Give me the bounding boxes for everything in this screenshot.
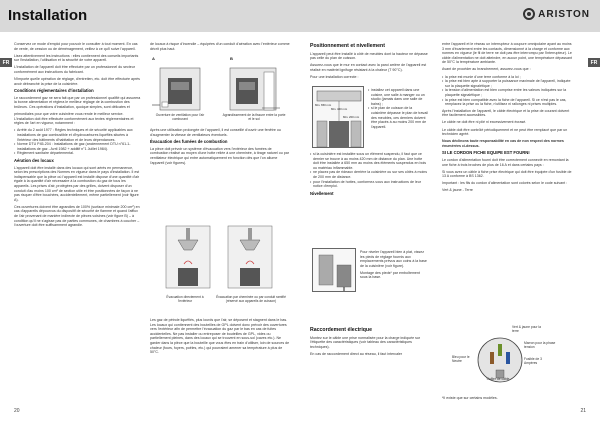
- page-title: Installation: [8, 7, 88, 24]
- dimension-label: Min. 650 mm: [315, 103, 332, 107]
- list-item: • la prise est munie d'une terre conforme à la loi ;: [442, 75, 574, 80]
- list-item: • Norme DTU P45-204 : Installations de gaz (anciennement DTU n°61-1-installations de gaz - Avril 1982 + additif n°1 Juillet 1984).: [14, 142, 142, 151]
- plug-wiring-diagram: [452, 326, 562, 392]
- section-heading: Évacuation des fumées de combustion: [150, 139, 228, 145]
- paragraph: Pour niveler l'appareil bien à plat, vissez les pieds de réglage fournis aux emplacements prévus aux coins à la base de la cuisinière (voir figure).: [360, 250, 427, 268]
- brand-name: ARISTON: [538, 8, 590, 20]
- paragraph: Montez sur le câble une prise normalisée pour la charge indiquée sur l'étiquette des caractéristiques (voir tableau des caractéristiques techniques).: [310, 335, 421, 349]
- column-3-right-list: [368, 88, 428, 131]
- list-item: • Arrêté du 2 août 1977 : Règles techniques et de sécurité applicables aux installations de gaz combustible et d'hydrocarbures liquéfiés situées à l'intérieur des bâtiments d'habitation et de leurs dépendances.: [14, 128, 142, 142]
- exhaust-diagram: [156, 224, 286, 294]
- paragraph: Le raccordement gaz ne sera fait que par un professionnel qualifié qui assurera la bonne alimentation et règlera le meilleur réglage de la combustion des brûleurs. Ces opérations d'installation, quoique simples, sont délicates et: [14, 95, 141, 110]
- paragraph: Lisez attentivement les instructions : elles contiennent des conseils importants sur l'installation, l'utilisation et la sécurité de votre appareil.: [14, 53, 139, 63]
- footnote: *Il existe que sur certains modèles.: [442, 396, 498, 400]
- paragraph: N'importe quelle opération de réglage, d'entretien, etc. doit être effectuée après avoir débranché la prise de la cuisinière.: [14, 77, 140, 86]
- levelling-feet-diagram: [312, 248, 356, 292]
- section-heading: SI LE CORDON FICHE EQUIPE EST FOURNI: [442, 150, 530, 156]
- paragraph: La pièce doit prévoir un système d'évacuation vers l'extérieur des fumées de combustion réalisé au moyen d'une hotte reliée à une cheminée, à tirage naturel ou par ventilateur électrique qui entre automatiquement en fonction dès que l'on allume l'appareil (voir figures).: [150, 146, 289, 165]
- header-bar: [0, 0, 600, 32]
- ventilation-diagram: [150, 62, 290, 118]
- paragraph: Conservez ce mode d'emploi pour pouvoir le consulter à tout moment. En cas de vente, de cession ou de déménagement, veillez à ce qu'il suive l'appareil.: [14, 42, 138, 51]
- paragraph: Pour une installation correcte :: [310, 74, 359, 79]
- paragraph: Important : les fils du cordon d'alimentation sont colorés selon le code suivant :: [442, 181, 568, 186]
- paragraph: Après une utilisation prolongée de l'appareil, il est conseillé d'ouvrir une fenêtre ou d'augmenter la vitesse de ventilateurs éventuels.: [150, 128, 281, 137]
- paragraph: En cas de raccordement direct au réseau, il faut intercaler: [310, 351, 403, 356]
- paragraph: Les gaz de pétrole liquéfiés, plus lourds que l'air, se déposent et stagnent dans le bas. Les locaux qui contiennent des bouteilles de GPL doivent donc prévoir des ouvertures vers l'extérieur afin de permettre l'évacuation du gaz par le bas en cas de fuites accidentelles. Ne pas installer ou entreposer de bouteilles de GPL, vides ou partiellement pleines, dans des locaux qui se trouvent en sous-sol (caves etc.). Ne garder dans la pièce que la bouteille que vous êtes en train d'utiliser, loin de sources de chaleur (fours, foyers, poêles, etc.) qui pourraient amener sa température à plus de 50°C.: [150, 318, 290, 355]
- paragraph: Vert & jaune - Terre: [442, 188, 473, 193]
- paragraph: primordiales pour que votre cuisinière vous rende le meilleur service. L'installation doit être effectuée conformément aux textes réglementaires et règles de l'art en vigueur, notamment :: [14, 112, 134, 126]
- figure-label-a: A: [152, 56, 155, 61]
- paragraph: Montage des pieds* par emboîtement sous la base.: [360, 270, 420, 280]
- list-item: • la tension d'alimentation est bien comprise entre les valeurs indiquées sur la plaquette signalétique ;: [442, 88, 574, 97]
- list-item: • ne placez pas de rideaux derrière la cuisinière ou sur ses côtés à moins de 200 mm de distance.: [310, 170, 428, 179]
- column-4: [442, 42, 574, 196]
- clearance-diagram: [312, 86, 364, 148]
- language-tab-left: FR: [0, 58, 12, 67]
- paragraph: Le cordon d'alimentation fourni doit être correctement connecté en remontant la une fiche à trois broches de plus de 16 A et dans certains pays :: [442, 157, 569, 167]
- figure-caption: Évacuation par cheminée ou par conduit ramifié (réservé aux appareils de cuisson): [216, 295, 286, 303]
- paragraph: L'installation de l'appareil doit être effectuée par un professionnel du secteur conformément aux instructions du fabricant.: [14, 65, 135, 74]
- paragraph: Nous déclinons toute responsabilité en cas de non respect des normes énumérées ci-dessus.: [442, 139, 564, 148]
- dimension-label: Min. 200 mm: [343, 115, 360, 119]
- list-item: • Règlement sanitaire départemental.: [14, 151, 142, 156]
- feet-drawing: [313, 249, 357, 293]
- column-2-mid: [150, 128, 290, 168]
- ariston-logo-icon: [523, 8, 535, 20]
- fuse-label: Fusible de 3 Ampères: [524, 357, 542, 365]
- paragraph: Si vous avez un câble à fiche prise électrique qui doit être équipée d'un fusible de 13 A conforme à BS 1362.: [442, 169, 572, 179]
- figure-label-b: B: [230, 56, 233, 61]
- brand-logo: [523, 8, 590, 20]
- section-heading: Raccordement électrique: [310, 327, 372, 333]
- paragraph: entre l'appareil et le réseau un interrupteur à coupure omnipolaire ayant au moins 3 mm d'écartement entre les contacts, dimensionné à la charge et conforme aux normes en vigueur (le fil de terre ne doit pas être interrompu par l'interrupteur). Le câble d'alimentation ne doit atteindre, en aucun point, une température dépassant de 50°C la température ambiante.: [442, 42, 572, 65]
- column-2: [150, 42, 290, 54]
- section-heading: Nivellement: [310, 190, 334, 196]
- list-item: • pour l'installation de hottes, conformez-vous aux instructions de leur notice d'emploi.: [310, 180, 428, 189]
- list-item: • si le plan de cuisson de la cuisinière dépasse le plan de travail des meubles, ces derniers doivent être placés à au moins 200 mm de l'appareil.: [368, 106, 428, 129]
- paragraph: Ces ouvertures doivent être agrandies de 100% (surface minimale 200 cm²) en cas d'appareils dépourvus du dispositif de sécurité de flamme et quand l'afflux de l'air provenant de manière indirecte de pièces voisines (voir figure B) – à condition qu'il ne s'agisse pas de parties communes, de chambres à coucher – l'ouverture doit être suffisamment agrandie.: [14, 204, 140, 228]
- page-number-right: 21: [580, 408, 586, 414]
- ventilation-figures: [150, 56, 290, 112]
- column-3: [310, 42, 428, 82]
- language-tab-right: FR: [588, 58, 600, 67]
- paragraph: L'appareil peut être installé à côté de meubles dont la hauteur ne dépasse pas celle du plan de cuisson.: [310, 51, 428, 61]
- figure-caption: Ouverture de ventilation pour l'air comburant: [155, 113, 205, 121]
- column-3-bottom: [310, 326, 428, 359]
- wire-label: Bleu pour le Neutre: [452, 355, 470, 363]
- list-item: • la prise est bien apte à supporter la puissance maximale de l'appareil, indiquée sur la plaquette signalétique ;: [442, 79, 574, 88]
- wire-label: Marron pour la phase tension: [524, 341, 556, 349]
- paragraph: Après l'installation de l'appareil, le câble électrique et la prise de courant doivent être facilement accessibles.: [442, 108, 570, 118]
- regulation-list: [14, 128, 142, 156]
- section-heading: Positionnement et nivellement: [310, 43, 385, 49]
- column-2-bottom: [150, 318, 290, 357]
- figure-caption: Agrandissement de la fissure entre la porte et le sol: [222, 113, 286, 121]
- exhaust-figures: [156, 224, 286, 294]
- paragraph: Le câble doit être contrôlé périodiquement et ne peut être remplacé que par un technicien agréé.: [442, 127, 568, 137]
- figure-caption: Évacuation directement à l'extérieur: [166, 295, 204, 303]
- paragraph: Le câble ne doit être ni plié ni excessivement écrasé.: [442, 120, 527, 125]
- list-item: • la prise est bien compatible avec la fiche de l'appareil. Si ce n'est pas le cas, remplacez la prise ou la fiche, n'utilisez ni rallonges ni prises multiples.: [442, 98, 574, 107]
- paragraph: Avant de procéder au branchement, assurez-vous que :: [442, 67, 531, 72]
- section-heading: Conditions réglementaires d'installation: [14, 88, 94, 94]
- paragraph: de locaux à risque d'incendie – équipées d'un conduit d'aération avec l'extérieur comme décrit plus haut.: [150, 42, 290, 51]
- section-heading: Aération des locaux: [14, 157, 54, 163]
- list-item: • si la cuisinière est installée sous un élément suspendu, il faut que ce dernier se trouve à au moins 420 mm de distance du plan. Une hotte doit être installée à 650 mm au moins des éléments suspendus en bois ou matériau inflammable.: [310, 152, 428, 170]
- list-item: • installez cet appareil dans une cuisine, une salle à manger ou un studio (jamais dans une salle de bains) ;: [368, 88, 428, 106]
- page-number-left: 20: [14, 408, 20, 414]
- paragraph: Assurez-vous que le mur en contact avec la paroi arrière de l'appareil est réalisé en matériel ignifuge résistant à la chaleur (T 90°C).: [310, 63, 427, 72]
- collar-label: Collier de câble: [486, 377, 510, 381]
- dimension-label: Min. 420 mm: [331, 107, 348, 111]
- wire-label: Vert & jaune pour la terre: [512, 325, 541, 333]
- column-1: [14, 42, 142, 230]
- paragraph: L'appareil doit être installé dans des locaux qui sont aérés en permanence, selon les prescriptions des Normes en vigueur dans le pays d'installation. Il est indispensable que la pièce où l'appareil est installé dispose d'une quantité d'air égale à la quantité d'air nécessaire à la combustion du gaz de tous les appareils. Les prises d'air, protégées par des grilles, doivent disposer d'un conduit d'au moins 100 cm² de section utile et être positionnées de façon à ne pas risquer d'être bouchées, accidentellement, même partiellement (voir figure A).: [14, 165, 140, 202]
- column-3-mid: [310, 152, 428, 198]
- column-3-levelling-text: [360, 250, 428, 283]
